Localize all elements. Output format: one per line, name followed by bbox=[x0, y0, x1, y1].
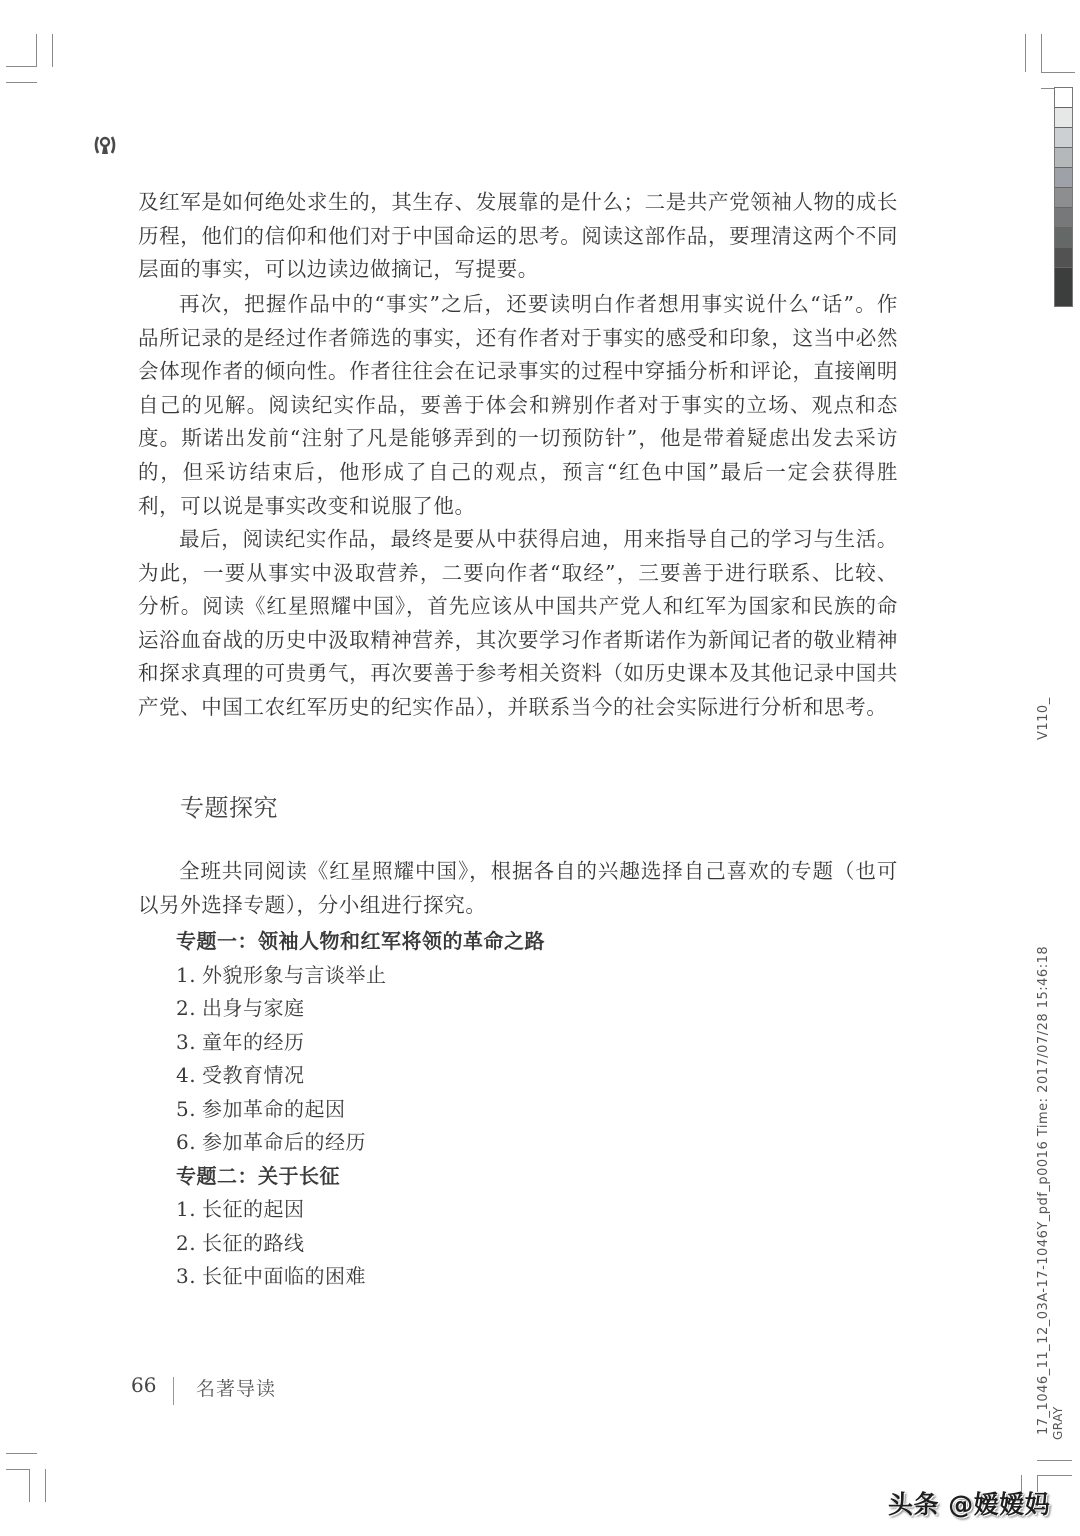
list-item bbox=[176, 1227, 305, 1256]
list-text: 外貌形象与言谈举止 bbox=[202, 962, 387, 987]
list-number: 5. bbox=[176, 1096, 197, 1121]
book-title: 名著导读 bbox=[196, 1378, 277, 1400]
crop-mark bbox=[6, 66, 37, 67]
footer-divider bbox=[173, 1377, 174, 1405]
grayscale-step bbox=[1055, 188, 1072, 208]
grayscale-step bbox=[1055, 148, 1072, 168]
body-paragraph-2: 再次，把握作品中的“事实”之后，还要读明白作者想用事实说什么“话”。作品所记录的是经过作者筛选的事实，还有作者对于事实的感受和印象，这当中必然会体现作者的倾向性。作者往往会在记录事实的过程中穿插分析和评论，直接阐明自己的见解。阅读纪实作品，要善于体会和辨别作者对于事实的立场、观点和态度。斯诺出发前“注射了凡是能够弄到的一切预防针”，他是带着疑虑出发去采访的，但采访结束后，他形成了自己的观点，预言“红色中国”最后一定会获得胜利，可以说是事实改变和说服了他。 bbox=[138, 292, 898, 518]
version-mark: V110_ bbox=[1036, 697, 1051, 740]
crop-mark bbox=[29, 1469, 30, 1502]
signal-broadcast-icon bbox=[93, 134, 117, 156]
list-number: 3. bbox=[176, 1029, 197, 1054]
grayscale-step bbox=[1055, 108, 1072, 128]
grayscale-step bbox=[1055, 128, 1072, 148]
list-item bbox=[176, 1126, 366, 1155]
list-number: 3. bbox=[176, 1264, 197, 1288]
section-title: 专题探究 bbox=[180, 794, 278, 822]
topic-heading-2: 专题二：关于长征 bbox=[176, 1163, 340, 1188]
grayscale-step bbox=[1055, 248, 1072, 268]
list-number: 2. bbox=[176, 996, 197, 1020]
list-text: 长征中面临的困难 bbox=[202, 1264, 366, 1288]
list-text: 参加革命后的经历 bbox=[202, 1130, 366, 1154]
list-text: 出身与家庭 bbox=[202, 996, 305, 1020]
list-number: 1. bbox=[176, 962, 197, 987]
color-mode-mark: GRAY bbox=[1051, 1406, 1065, 1440]
topic-heading-1: 专题一：领袖人物和红军将领的革命之路 bbox=[176, 929, 545, 953]
grayscale-step bbox=[1055, 268, 1072, 306]
crop-mark bbox=[6, 1453, 37, 1454]
crop-mark bbox=[6, 82, 37, 83]
list-item bbox=[176, 1026, 305, 1055]
print-job-info: 17_1046_11_12_03A-17-1046Y_pdf_p0016 Time: 2017/07/28 15:46:18 bbox=[1036, 945, 1051, 1435]
crop-mark bbox=[1041, 34, 1042, 72]
list-number: 4. bbox=[176, 1063, 197, 1087]
grayscale-step bbox=[1055, 88, 1072, 108]
list-item bbox=[176, 1193, 305, 1222]
crop-mark bbox=[45, 1469, 46, 1502]
grayscale-step bbox=[1055, 168, 1072, 188]
body-paragraph-3: 最后，阅读纪实作品，最终是要从中获得启迪，用来指导自己的学习与生活。为此，一要从事实中汲取营养，二要向作者“取经”，三要善于进行联系、比较、分析。阅读《红星照耀中国》，首先应该从中国共产党人和红军为国家和民族的命运浴血奋战的历史中汲取精神营养，其次要学习作者斯诺作为新闻记者的敬业精神和探求真理的可贵勇气，再次要善于参考相关资料（如历史课本及其他记录中国共产党、中国工农红军历史的纪实作品），并联系当今的社会实际进行分析和思考。 bbox=[138, 527, 898, 719]
grayscale-calibration-bar bbox=[1054, 87, 1073, 307]
list-item bbox=[176, 959, 387, 988]
watermark: 头条 @嫒嫒妈 bbox=[888, 1490, 1051, 1519]
list-text: 长征的起因 bbox=[202, 1197, 305, 1221]
crop-mark bbox=[1041, 88, 1054, 89]
list-text: 参加革命的起因 bbox=[202, 1096, 346, 1121]
list-text: 受教育情况 bbox=[202, 1063, 305, 1087]
list-item bbox=[176, 1260, 366, 1289]
list-text: 童年的经历 bbox=[202, 1029, 305, 1054]
list-number: 1. bbox=[176, 1197, 197, 1221]
list-item bbox=[176, 1059, 305, 1088]
list-text: 长征的路线 bbox=[202, 1230, 305, 1255]
crop-mark bbox=[1037, 1475, 1072, 1476]
crop-mark bbox=[52, 34, 53, 67]
page-number: 66 bbox=[131, 1373, 157, 1397]
list-item bbox=[176, 1093, 346, 1122]
crop-mark bbox=[1037, 1460, 1072, 1461]
list-item bbox=[176, 992, 305, 1021]
crop-mark bbox=[1025, 34, 1026, 72]
section-intro: 全班共同阅读《红星照耀中国》，根据各自的兴趣选择自己喜欢的专题（也可以另外选择专题），分小组进行探究。 bbox=[138, 859, 898, 917]
crop-mark bbox=[1041, 72, 1075, 73]
crop-mark bbox=[6, 1469, 29, 1470]
list-number: 2. bbox=[176, 1230, 197, 1255]
crop-mark bbox=[36, 34, 37, 67]
grayscale-step bbox=[1055, 228, 1072, 248]
list-number: 6. bbox=[176, 1130, 197, 1154]
grayscale-step bbox=[1055, 208, 1072, 228]
body-paragraph-1: 及红军是如何绝处求生的，其生存、发展靠的是什么；二是共产党领袖人物的成长历程，他们的信仰和他们对于中国命运的思考。阅读这部作品，要理清这两个不同层面的事实，可以边读边做摘记，写提要。 bbox=[138, 190, 898, 282]
